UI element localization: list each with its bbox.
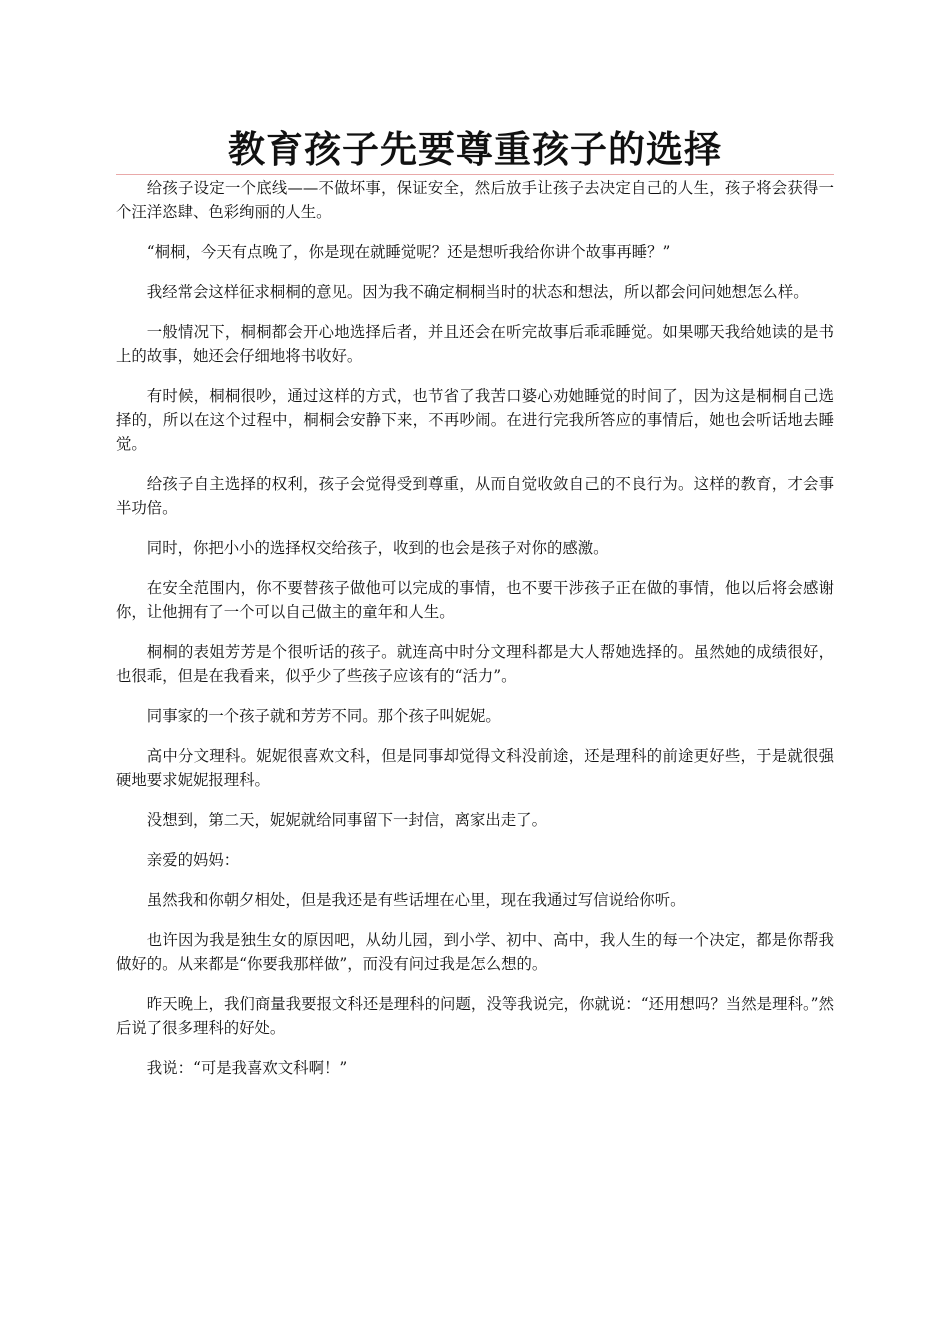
- paragraph: 虽然我和你朝夕相处，但是我还是有些话埋在心里，现在我通过写信说给你听。: [146, 891, 686, 909]
- paragraph: 同事家的一个孩子就和芳芳不同。那个孩子叫妮妮。: [146, 707, 501, 725]
- title-divider: [116, 174, 834, 175]
- paragraph: 也许因为我是独生女的原因吧，从幼儿园，到小学、初中、高中，我人生的每一个决定，都是你帮我做好的。从来都是“你要我那样做”，而没有问过我是怎么想的。: [116, 931, 834, 973]
- paragraph: 有时候，桐桐很吵，通过这样的方式，也节省了我苦口婆心劝她睡觉的时间了，因为这是桐桐自己选择的，所以在这个过程中，桐桐会安静下来，不再吵闹。在进行完我所答应的事情后，她也会听话地去睡觉。: [116, 387, 834, 453]
- paragraph: 没想到，第二天，妮妮就给同事留下一封信，离家出走了。: [146, 811, 547, 829]
- paragraph: 亲爱的妈妈：: [146, 851, 240, 869]
- paragraph: “桐桐，今天有点晚了，你是现在就睡觉呢？还是想听我给你讲个故事再睡？”: [146, 243, 671, 261]
- paragraph: 我说：“可是我喜欢文科啊！”: [146, 1059, 348, 1077]
- paragraph: 桐桐的表姐芳芳是个很听话的孩子。就连高中时分文理科都是大人帮她选择的。虽然她的成绩很好，也很乖，但是在我看来，似乎少了些孩子应该有的“活力”。: [116, 643, 834, 685]
- paragraph: 同时，你把小小的选择权交给孩子，收到的也会是孩子对你的感激。: [146, 539, 609, 557]
- paragraph: 给孩子设定一个底线——不做坏事，保证安全，然后放手让孩子去决定自己的人生，孩子将会获得一个汪洋恣肆、色彩绚丽的人生。: [116, 179, 834, 221]
- document-title: 教育孩子先要尊重孩子的选择: [228, 128, 722, 171]
- document-body: [116, 176, 834, 1096]
- paragraph: 给孩子自主选择的权利，孩子会觉得受到尊重，从而自觉收敛自己的不良行为。这样的教育，才会事半功倍。: [116, 475, 834, 517]
- paragraph: 我经常会这样征求桐桐的意见。因为我不确定桐桐当时的状态和想法，所以都会问问她想怎么样。: [146, 283, 809, 301]
- paragraph: 昨天晚上，我们商量我要报文科还是理科的问题，没等我说完，你就说：“还用想吗？当然是理科。”然后说了很多理科的好处。: [116, 995, 834, 1037]
- paragraph: 一般情况下，桐桐都会开心地选择后者，并且还会在听完故事后乖乖睡觉。如果哪天我给她读的是书上的故事，她还会仔细地将书收好。: [116, 323, 834, 365]
- paragraph: 高中分文理科。妮妮很喜欢文科，但是同事却觉得文科没前途，还是理科的前途更好些，于是就很强硬地要求妮妮报理科。: [116, 747, 834, 789]
- paragraph: 在安全范围内，你不要替孩子做他可以完成的事情，也不要干涉孩子正在做的事情，他以后将会感谢你，让他拥有了一个可以自己做主的童年和人生。: [116, 579, 834, 621]
